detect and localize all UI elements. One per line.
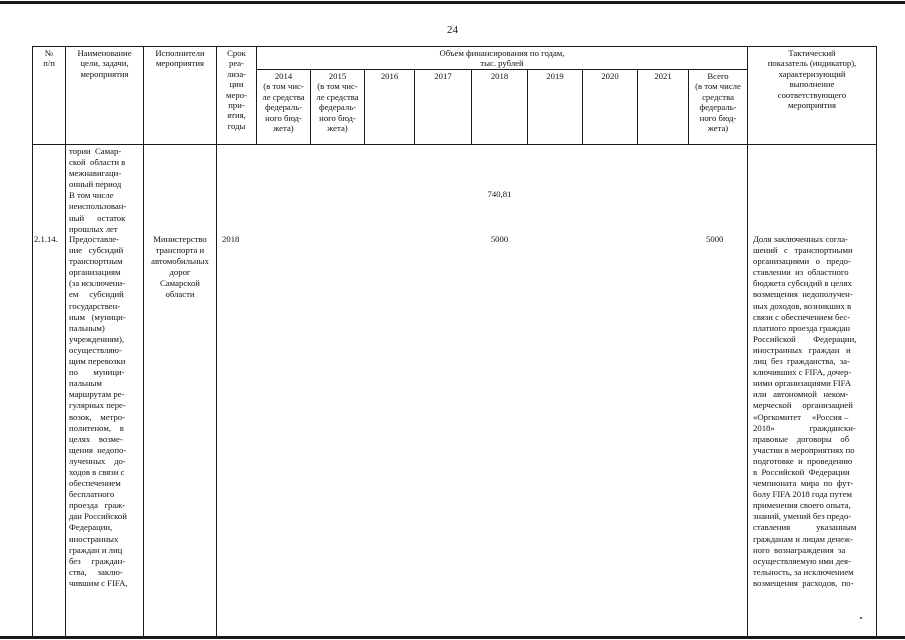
row-2114-value-2018: 5000 (490, 234, 509, 244)
header-year-2015: 2015 (в том чис- ле средства федераль- ного бюд- жета) (316, 71, 359, 134)
top-border-bar (0, 1, 905, 4)
page-number: 24 (447, 24, 458, 36)
funding-table (32, 46, 877, 636)
header-bottom-rule (32, 144, 877, 145)
header-year-2016: 2016 (380, 71, 399, 81)
row-2114-total: 5000 (706, 234, 724, 244)
col-divider (747, 46, 748, 636)
header-year-2014: 2014 (в том чис- ле средства федераль- ного бюд- жета) (262, 71, 305, 134)
col-divider (216, 46, 217, 636)
header-total: Всего (в том числе средства федераль- ного бюд- жета) (695, 71, 741, 134)
row-2114-number: 2.1.14. (34, 234, 58, 244)
header-funding: Объем финансирования по годам, тыс. рублей (439, 48, 565, 69)
table-top-rule (32, 46, 877, 47)
row-2114-name: Предоставле- ние субсидий транспортным организациям (за исключени- ем субсидий государствен- ным (муници- пальным) учреждениям), осуществляю- щим перевозки по муници- пальным маршрутам ре- гулярных пере- возок, метро- политеном, в целях возме- щения недопо- лученных до- ходов в связи с обеспечением бесплатного проезда граж- дан Российской Федерации, иностранных граждан и лиц без граждан- ства, заклю- чившим с FIFA, (69, 234, 128, 588)
header-num: № п/п (43, 48, 55, 69)
funding-subheader-rule (256, 69, 747, 70)
col-divider (32, 46, 33, 636)
col-divider (143, 46, 144, 636)
header-name: Наименование цели, задачи, мероприятия (77, 48, 132, 79)
row-continued-name: тории Самар- ской области в межнавигаци- онный период В том числе неиспользован- ный остаток прошлых лет (69, 146, 127, 234)
header-year-2019: 2019 (546, 71, 564, 81)
header-term: Срок реа- лиза- ции меро- при- ятия, годы (226, 48, 247, 131)
header-year-2017: 2017 (434, 71, 452, 81)
header-year-2020: 2020 (601, 71, 619, 81)
row-2114-indicator: Доля заключенных согла- шений с транспортными организациями о предо- ставлении из областного бюджета субсидий в целях возмещения недополучен- ных доходов, возникших в связи с обеспечением бес- платного проезда граждан Российской Федерации, иностранных граждан и лиц без гражданства, за- ключивших с FIFA, дочер- ними организациями FIFA или автономной неком- мерческой организацией «Оргкомитет «Россия – 2018» граждански- правовые договоры об участии в мероприятиях по подготовке и проведению в Российской Федерации чемпионата мира по фут- болу FIFA 2018 года путем применения своего опыта, знаний, умений без предо- ставления указанным гражданам и лицам денеж- ного вознаграждения за осуществляемую ими дея- тельность, за исключением возмещения расходов, по- (753, 234, 857, 588)
scan-speck (860, 617, 862, 619)
header-executor: Исполнители мероприятия (155, 48, 205, 69)
row-2114-term: 2018 (222, 234, 240, 244)
row-2114-executor: Министерство транспорта и автомобильных дорог Самарской области (151, 234, 209, 300)
header-year-2018: 2018 (490, 71, 509, 81)
header-indicator: Тактический показатель (индикатор), характеризующий выполнение соответствующего мероприятия (767, 48, 857, 111)
row-continued-value-2018: 740,81 (487, 189, 512, 199)
col-divider (876, 46, 877, 636)
header-year-2021: 2021 (654, 71, 672, 81)
bottom-border-bar (0, 636, 905, 639)
col-divider (65, 46, 66, 636)
